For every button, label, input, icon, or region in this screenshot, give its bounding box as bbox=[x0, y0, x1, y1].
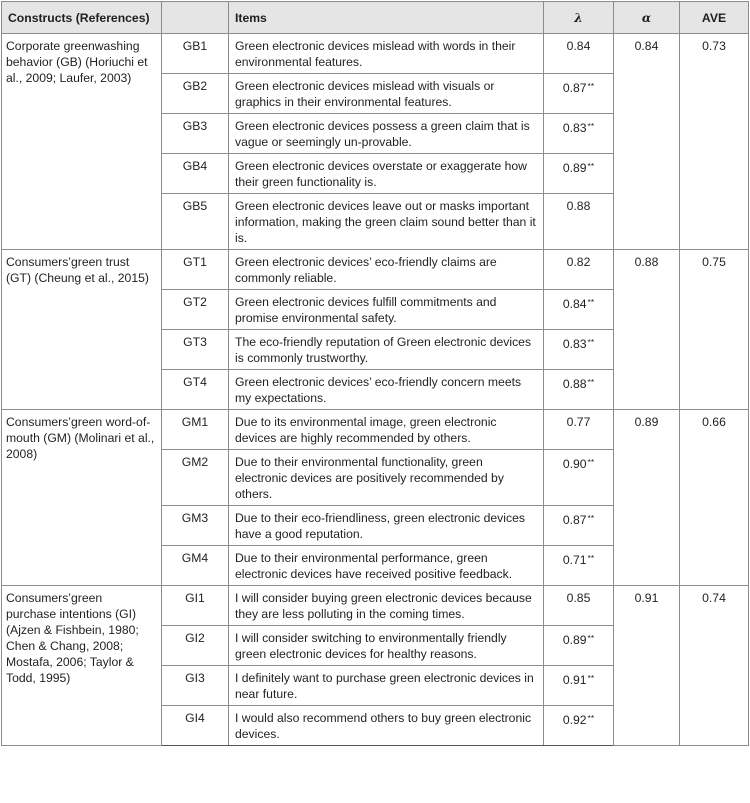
lambda-cell bbox=[544, 250, 614, 290]
measurement-table bbox=[1, 1, 749, 746]
lambda-value: 0.87 bbox=[562, 81, 587, 95]
item-text-cell: Green electronic devices mislead with words in their environmental features. bbox=[229, 34, 544, 74]
item-text-cell: Green electronic devices leave out or masks important information, making the green claim sound better than it is. bbox=[229, 194, 544, 250]
construct-cell: Consumers’green word-of-mouth (GM) (Molinari et al., 2008) bbox=[2, 410, 162, 586]
item-code-cell: GT2 bbox=[162, 290, 229, 330]
lambda-value: 0.85 bbox=[566, 591, 591, 605]
lambda-value: 0.90 bbox=[562, 457, 587, 471]
significance-marker: ** bbox=[587, 337, 595, 347]
item-code-cell: GM3 bbox=[162, 506, 229, 546]
item-code-cell: GB5 bbox=[162, 194, 229, 250]
lambda-cell bbox=[544, 330, 614, 370]
lambda-cell bbox=[544, 706, 614, 746]
lambda-value: 0.77 bbox=[566, 415, 591, 429]
header-lambda: λ bbox=[544, 2, 614, 34]
lambda-value: 0.87 bbox=[562, 513, 587, 527]
significance-marker: ** bbox=[587, 161, 595, 171]
item-code-cell: GM4 bbox=[162, 546, 229, 586]
significance-marker: ** bbox=[587, 457, 595, 467]
item-text-cell: Green electronic devices’ eco-friendly concern meets my expectations. bbox=[229, 370, 544, 410]
item-text-cell: Green electronic devices mislead with visuals or graphics in their environmental features. bbox=[229, 74, 544, 114]
alpha-cell: 0.89 bbox=[614, 410, 680, 586]
header-row bbox=[2, 2, 749, 34]
construct-cell: Consumers’green purchase intentions (GI) (Ajzen & Fishbein, 1980; Chen & Chang, 2008; Mostafa, 2006; Taylor & Todd, 1995) bbox=[2, 586, 162, 746]
item-code-cell: GI4 bbox=[162, 706, 229, 746]
lambda-value: 0.88 bbox=[566, 199, 591, 213]
table-row bbox=[2, 586, 749, 626]
header-constructs: Constructs (References) bbox=[2, 2, 162, 34]
lambda-cell bbox=[544, 370, 614, 410]
lambda-cell bbox=[544, 114, 614, 154]
significance-marker: ** bbox=[587, 713, 595, 723]
lambda-cell bbox=[544, 450, 614, 506]
alpha-cell: 0.91 bbox=[614, 586, 680, 746]
item-text-cell: Due to their environmental functionality, green electronic devices are positively recommended by others. bbox=[229, 450, 544, 506]
item-code-cell: GB3 bbox=[162, 114, 229, 154]
item-text-cell: Due to their eco-friendliness, green electronic devices have a good reputation. bbox=[229, 506, 544, 546]
item-text-cell: Green electronic devices’ eco-friendly claims are commonly reliable. bbox=[229, 250, 544, 290]
significance-marker: ** bbox=[587, 377, 595, 387]
ave-cell: 0.73 bbox=[680, 34, 749, 250]
item-text-cell: Green electronic devices overstate or exaggerate how their green functionality is. bbox=[229, 154, 544, 194]
alpha-cell: 0.84 bbox=[614, 34, 680, 250]
item-text-cell: Due to its environmental image, green electronic devices are highly recommended by others. bbox=[229, 410, 544, 450]
lambda-cell bbox=[544, 34, 614, 74]
lambda-value: 0.92 bbox=[562, 713, 587, 727]
lambda-cell bbox=[544, 410, 614, 450]
lambda-cell bbox=[544, 506, 614, 546]
construct-cell: Corporate greenwashing behavior (GB) (Horiuchi et al., 2009; Laufer, 2003) bbox=[2, 34, 162, 250]
item-code-cell: GT1 bbox=[162, 250, 229, 290]
ave-cell: 0.66 bbox=[680, 410, 749, 586]
ave-cell: 0.74 bbox=[680, 586, 749, 746]
item-code-cell: GI3 bbox=[162, 666, 229, 706]
item-code-cell: GI1 bbox=[162, 586, 229, 626]
item-code-cell: GB2 bbox=[162, 74, 229, 114]
lambda-value: 0.88 bbox=[562, 377, 587, 391]
item-code-cell: GT3 bbox=[162, 330, 229, 370]
lambda-cell bbox=[544, 666, 614, 706]
lambda-cell bbox=[544, 586, 614, 626]
table-row bbox=[2, 34, 749, 74]
significance-marker: ** bbox=[587, 81, 595, 91]
table-row bbox=[2, 410, 749, 450]
lambda-cell bbox=[544, 626, 614, 666]
item-text-cell: The eco-friendly reputation of Green electronic devices is commonly trustworthy. bbox=[229, 330, 544, 370]
lambda-value: 0.83 bbox=[562, 337, 587, 351]
item-text-cell: Green electronic devices fulfill commitments and promise environmental safety. bbox=[229, 290, 544, 330]
item-code-cell: GM1 bbox=[162, 410, 229, 450]
lambda-value: 0.91 bbox=[562, 673, 587, 687]
header-code bbox=[162, 2, 229, 34]
lambda-value: 0.82 bbox=[566, 255, 591, 269]
lambda-value: 0.83 bbox=[562, 121, 587, 135]
lambda-cell bbox=[544, 194, 614, 250]
item-text-cell: I will consider switching to environmentally friendly green electronic devices for healthy reasons. bbox=[229, 626, 544, 666]
item-code-cell: GM2 bbox=[162, 450, 229, 506]
significance-marker: ** bbox=[587, 297, 595, 307]
significance-marker: ** bbox=[587, 513, 595, 523]
header-items: Items bbox=[229, 2, 544, 34]
lambda-value: 0.89 bbox=[562, 161, 587, 175]
lambda-value: 0.71 bbox=[562, 553, 587, 567]
table-body bbox=[2, 34, 749, 746]
item-text-cell: I definitely want to purchase green electronic devices in near future. bbox=[229, 666, 544, 706]
item-code-cell: GB1 bbox=[162, 34, 229, 74]
lambda-value: 0.84 bbox=[562, 297, 587, 311]
item-code-cell: GB4 bbox=[162, 154, 229, 194]
alpha-cell: 0.88 bbox=[614, 250, 680, 410]
significance-marker: ** bbox=[587, 553, 595, 563]
item-text-cell: Due to their environmental performance, green electronic devices have received positive feedback. bbox=[229, 546, 544, 586]
lambda-cell bbox=[544, 546, 614, 586]
construct-cell: Consumers’green trust (GT) (Cheung et al., 2015) bbox=[2, 250, 162, 410]
header-alpha: α bbox=[614, 2, 680, 34]
item-code-cell: GI2 bbox=[162, 626, 229, 666]
lambda-value: 0.89 bbox=[562, 633, 587, 647]
lambda-cell bbox=[544, 154, 614, 194]
lambda-cell bbox=[544, 74, 614, 114]
item-text-cell: I will consider buying green electronic devices because they are less polluting in the coming times. bbox=[229, 586, 544, 626]
significance-marker: ** bbox=[587, 673, 595, 683]
ave-cell: 0.75 bbox=[680, 250, 749, 410]
item-text-cell: Green electronic devices possess a green claim that is vague or seemingly un-provable. bbox=[229, 114, 544, 154]
lambda-value: 0.84 bbox=[566, 39, 591, 53]
lambda-cell bbox=[544, 290, 614, 330]
item-code-cell: GT4 bbox=[162, 370, 229, 410]
significance-marker: ** bbox=[587, 633, 595, 643]
header-ave: AVE bbox=[680, 2, 749, 34]
table-row bbox=[2, 250, 749, 290]
significance-marker: ** bbox=[587, 121, 595, 131]
item-text-cell: I would also recommend others to buy green electronic devices. bbox=[229, 706, 544, 746]
